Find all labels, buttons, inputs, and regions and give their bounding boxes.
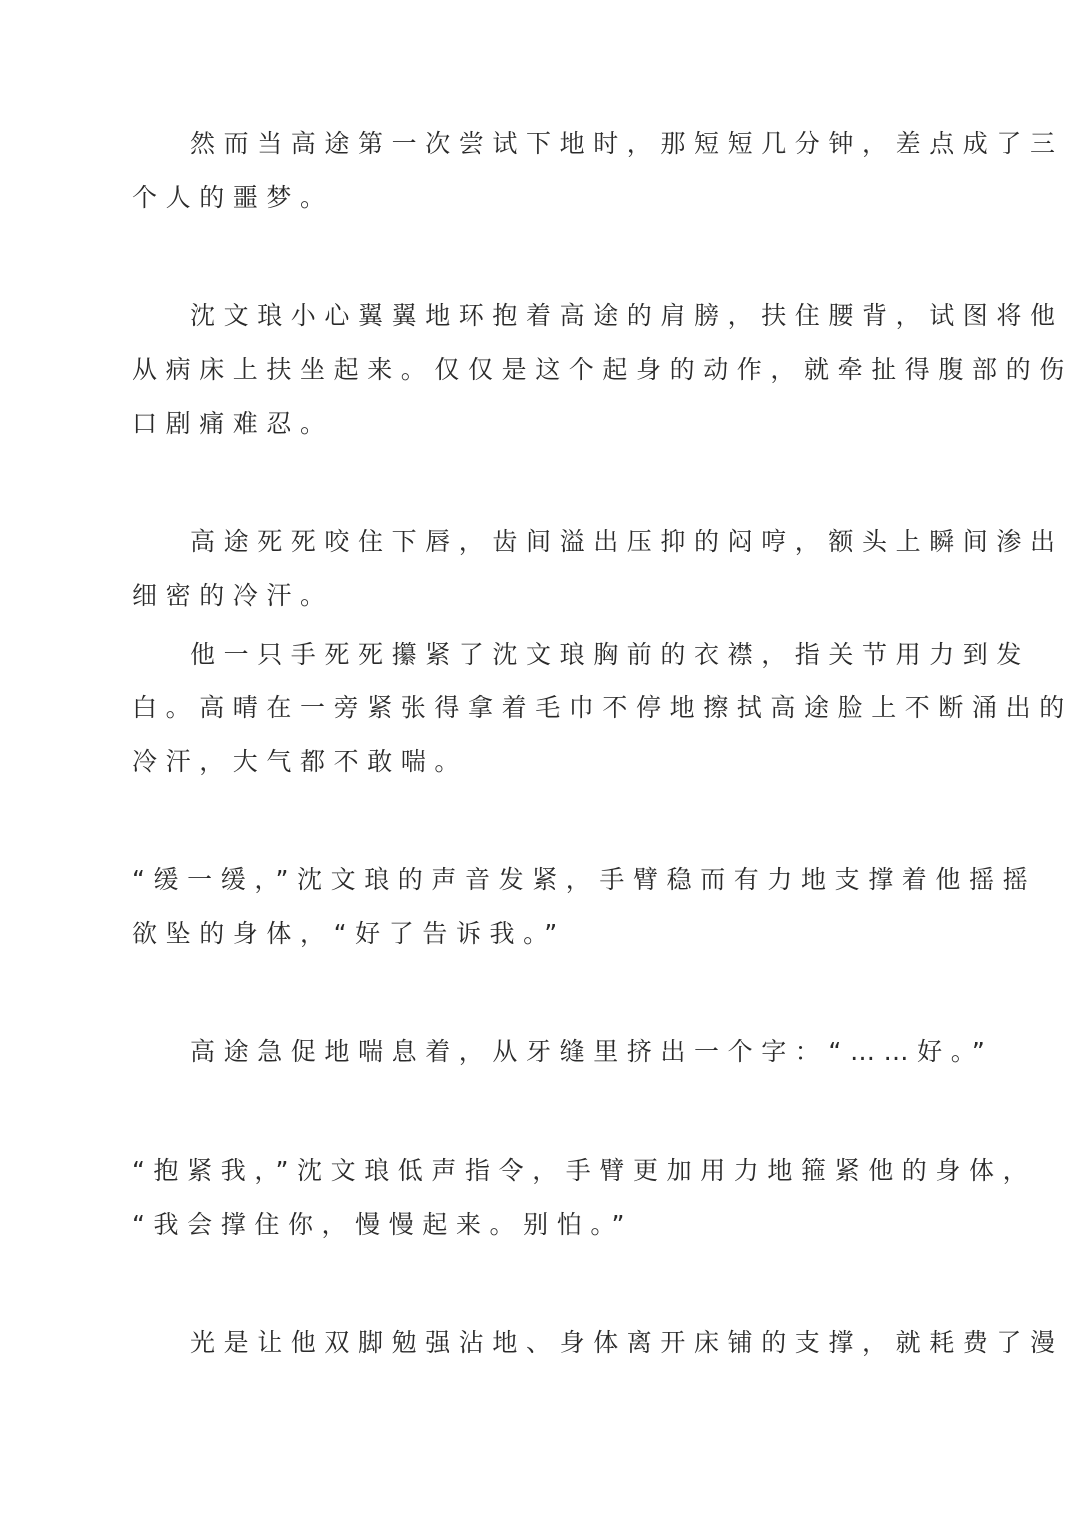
- text-line: 口剧痛难忍。: [132, 409, 334, 438]
- text-line: 他一只手死死攥紧了沈文琅胸前的衣襟，指关节用力到发: [190, 640, 1031, 669]
- text-line: 细密的冷汗。: [132, 581, 334, 610]
- text-line: 白。高晴在一旁紧张得拿着毛巾不停地擦拭高途脸上不断涌出的: [132, 693, 1073, 722]
- text-line: 个人的噩梦。: [132, 183, 334, 212]
- text-line: 然而当高途第一次尝试下地时，那短短几分钟，差点成了三: [190, 129, 1064, 158]
- text-line: 从病床上扶坐起来。仅仅是这个起身的动作，就牵扯得腹部的伤: [132, 355, 1073, 384]
- text-line: 欲坠的身体，“好了告诉我。”: [132, 919, 566, 948]
- text-line: 高途急促地喘息着，从牙缝里挤出一个字：“……好。”: [190, 1037, 994, 1066]
- text-line: “抱紧我，”沈文琅低声指令，手臂更加用力地箍紧他的身体，: [132, 1156, 1037, 1185]
- text-line: 冷汗，大气都不敢喘。: [132, 747, 469, 776]
- text-line: 光是让他双脚勉强沾地、身体离开床铺的支撑，就耗费了漫: [190, 1328, 1064, 1357]
- text-line: “我会撑住你，慢慢起来。别怕。”: [132, 1210, 634, 1239]
- text-line: 高途死死咬住下唇，齿间溢出压抑的闷哼，额头上瞬间渗出: [190, 527, 1064, 556]
- text-line: 沈文琅小心翼翼地环抱着高途的肩膀，扶住腰背，试图将他: [190, 301, 1064, 330]
- text-line: “缓一缓，”沈文琅的声音发紧，手臂稳而有力地支撑着他摇摇: [132, 865, 1037, 894]
